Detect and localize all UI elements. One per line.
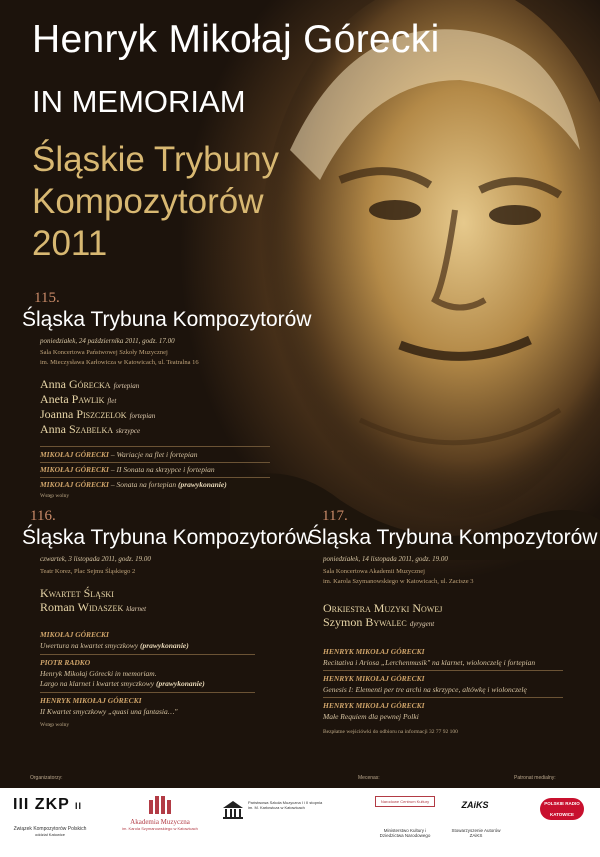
program-work: Recitativa i Ariosa „Lerchenmusik" na klarnet, wiolonczelę i fortepian [323, 658, 536, 667]
program-composer: MIKOŁAJ GÓRECKI [40, 630, 109, 639]
event-venue-line1: Sala Koncertowa Akademii Muzycznej [323, 568, 425, 575]
performer: Anna Szabelka skrzypce [40, 422, 141, 436]
program-item: MIKOŁAJ GÓRECKI – Sonata na fortepian (prawykonanie) [40, 480, 227, 489]
performer: Aneta Pawlik flet [40, 392, 117, 406]
school-building-icon [222, 800, 244, 820]
event-number: 116. [30, 508, 56, 524]
event-heading: Śląska Trybuna Kompozytorów [22, 308, 312, 331]
event-venue-line1: Sala Koncertowa Państwowej Szkoły Muzycznej [40, 349, 168, 356]
program-composer: HENRYK MIKOŁAJ GÓRECKI [323, 674, 425, 683]
zaiks-name: Stowarzyszenie Autorów ZAiKS [451, 828, 501, 838]
patron-label: Mecenas: [358, 775, 380, 781]
series-year: 2011 [32, 224, 108, 263]
program-item: MIKOŁAJ GÓRECKI – II Sonata na skrzypce i fortepian [40, 465, 215, 474]
performer: Joanna Piszczelok fortepian [40, 407, 156, 421]
polskie-radio-logo: POLSKIE RADIO KATOWICE [540, 798, 588, 820]
program-composer: HENRYK MIKOŁAJ GÓRECKI [323, 701, 425, 710]
event-heading: Śląska Trybuna Kompozytorów [22, 526, 312, 549]
event-date: poniedziałek, 14 listopada 2011, godz. 19.00 [323, 555, 448, 563]
divider [40, 654, 255, 655]
event-venue-line2: im. Karola Szymanowskiego w Katowicach, ul. Zacisze 3 [323, 578, 474, 585]
program-item: MIKOŁAJ GÓRECKI – Wariacje na flet i fortepian [40, 450, 198, 459]
media-patron-label: Patronat medialny: [514, 775, 556, 781]
program-work: II Kwartet smyczkowy „quasi una fantasia…" [40, 707, 178, 716]
zkp-logo: III ZKP II [13, 796, 82, 813]
performer: Roman Widaszek klarnet [40, 600, 147, 614]
divider [40, 446, 270, 447]
series-title-line2: Kompozytorów [32, 182, 264, 221]
performer: Szymon Bywalec dyrygent [323, 615, 435, 629]
zaiks-logo: ZAiKS [461, 800, 489, 810]
divider [40, 462, 270, 463]
entry-note: Wstęp wolny [40, 722, 70, 728]
program-work: Uwertura na kwartet smyczkowy (prawykonanie) [40, 641, 189, 650]
event-number: 117. [322, 508, 348, 524]
program-composer: HENRYK MIKOŁAJ GÓRECKI [40, 696, 142, 705]
in-memoriam-subtitle: IN MEMORIAM [32, 84, 246, 119]
performer: Anna Górecka fortepian [40, 377, 140, 391]
event-venue-line2: im. Mieczysława Karłowicza w Katowicach, ul. Teatralna 16 [40, 359, 199, 366]
performer: Orkiestra Muzyki Nowej [323, 601, 443, 615]
event-heading: Śląska Trybuna Kompozytorów [308, 526, 598, 549]
divider [40, 477, 270, 478]
program-work: Largo na klarnet i kwartet smyczkowy (prawykonanie) [40, 679, 205, 688]
program-composer: PIOTR RADKO [40, 658, 91, 667]
organizers-label: Organizatorzy: [30, 775, 63, 781]
program-work: Małe Requiem dla pewnej Polki [323, 712, 419, 721]
event-venue-line1: Teatr Korez, Plac Sejmu Śląskiego 2 [40, 568, 136, 575]
event-date: poniedziałek, 24 października 2011, godz. 17.00 [40, 337, 175, 345]
zkp-name: Związek Kompozytorów Polskich oddział Katowice [13, 826, 87, 837]
entry-note: Wstęp wolny [40, 493, 70, 499]
academy-logo: Akademia Muzyczna im. Karola Szymanowskiego w Katowicach [115, 794, 205, 831]
series-title-line1: Śląskie Trybuny [32, 140, 280, 179]
program-composer: HENRYK MIKOŁAJ GÓRECKI [323, 647, 425, 656]
composer-name-title: Henryk Mikołaj Górecki [32, 18, 440, 61]
event-number: 115. [34, 290, 60, 306]
ministry-name: Ministerstwo Kultury i Dziedzictwa Narodowego [379, 828, 431, 838]
music-school-logo: Państwowa Szkoła Muzyczna I i II stopnia im. M. Karłowicza w Katowicach [222, 800, 332, 820]
divider [323, 670, 563, 671]
sponsors-footer [0, 788, 600, 857]
performer: Kwartet Śląski [40, 586, 114, 600]
event-date: czwartek, 3 listopada 2011, godz. 19.00 [40, 555, 151, 563]
nck-logo: Narodowe Centrum Kultury [375, 796, 435, 807]
program-work: Genesis I: Elementi per tre archi na skrzypce, altówkę i wiolonczelę [323, 685, 527, 694]
entry-note: Bezpłatne wejściówki do odbioru na informacji 32 77 92 100 [323, 729, 458, 735]
academy-emblem-icon [147, 794, 173, 816]
divider [323, 697, 563, 698]
divider [40, 692, 255, 693]
composer-portrait-image [230, 0, 600, 560]
program-work: Henryk Mikołaj Górecki in memoriam. [40, 669, 157, 678]
